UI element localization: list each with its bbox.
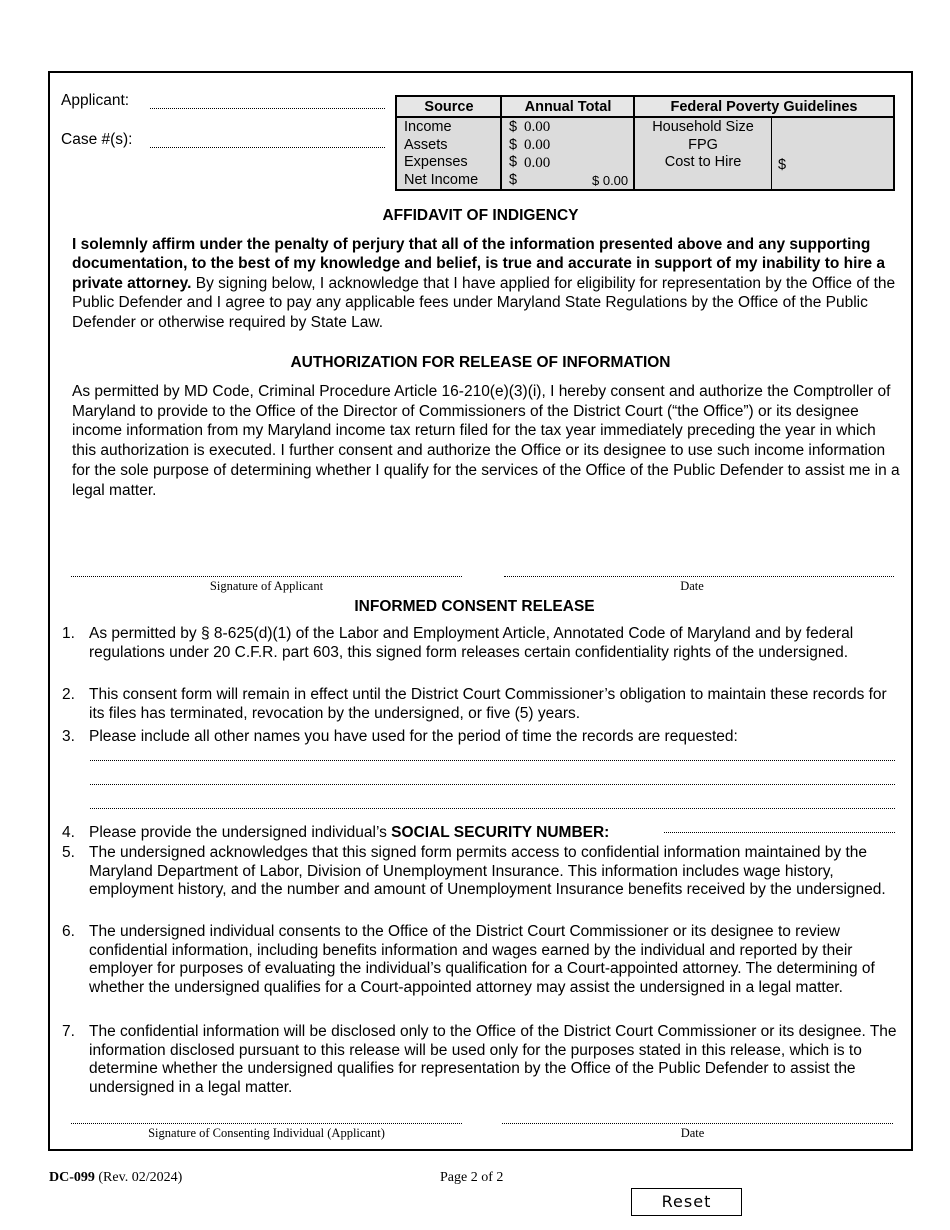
other-names-line-2[interactable] bbox=[90, 779, 895, 785]
applicant-label: Applicant: bbox=[61, 92, 130, 109]
col-header-source: Source bbox=[397, 97, 501, 118]
item-number: 2. bbox=[62, 686, 75, 703]
page-number: Page 2 of 2 bbox=[440, 1170, 504, 1185]
item-number: 3. bbox=[62, 728, 75, 745]
form-id bbox=[49, 1168, 182, 1187]
ssn-field[interactable] bbox=[664, 827, 895, 833]
applicant-field[interactable] bbox=[150, 95, 385, 109]
item-text: The confidential information will be disclosed only to the Office of the District Court Commissioner or its designee. The information disclosed pursuant to this release will be used only for the purposes stated in this release, which is to determine whether the undersigned qualifies for representation by the Office of the Public Defender to assist the undersigned in a legal matter. bbox=[89, 1023, 897, 1097]
expenses-amount-field[interactable]: 0.00 bbox=[524, 155, 551, 171]
source-net-income: Net Income bbox=[404, 171, 479, 188]
affidavit-bold-text: I solemnly affirm under the penalty of perjury that all of the information presented above and any supporting documentation, to the best of my knowledge and belief, is true and accurate in support of my inability to hire a private attorney. bbox=[72, 236, 886, 292]
income-amount-field[interactable]: 0.00 bbox=[524, 119, 551, 135]
col-header-fpg: Federal Poverty Guidelines bbox=[635, 97, 893, 118]
source-expenses: Expenses bbox=[404, 154, 468, 170]
assets-amount-field[interactable]: 0.00 bbox=[524, 136, 551, 153]
household-size-label: Household Size bbox=[652, 119, 754, 135]
ssn-prompt: Please provide the undersigned individual’s bbox=[89, 824, 392, 841]
financial-summary-table bbox=[395, 95, 895, 191]
affidavit-body-text: By signing below, I acknowledge that I have applied for eligibility for representation by the Office of the Public Defender and I agree to pay any applicable fees under Maryland State Regulations by the Office of the Public Defender or otherwise required by State Law. bbox=[72, 274, 896, 331]
case-number-label: Case #(s): bbox=[61, 131, 133, 148]
other-names-line-3[interactable] bbox=[90, 803, 895, 809]
net-income-amount: $ 0.00 bbox=[592, 172, 629, 188]
expenses-currency: $ bbox=[509, 154, 518, 170]
item-text: Please include all other names you have used for the period of time the records are requested: bbox=[89, 728, 738, 745]
date-label-1: Date bbox=[680, 579, 704, 593]
consent-item-5 bbox=[62, 844, 902, 919]
income-currency: $ bbox=[509, 119, 518, 135]
consent-item-1 bbox=[62, 625, 902, 681]
affidavit-text bbox=[72, 235, 902, 332]
col-header-annual-total: Annual Total bbox=[501, 97, 635, 118]
authorization-text: As permitted by MD Code, Criminal Procedure Article 16-210(e)(3)(i), I hereby consent and authorize the Comptroller of Maryland to provide to the Office of the Director of Commissioners of the District Court (“the Office”) or its designee income information from my Maryland income tax return filed for the tax year immediately preceding the year in which this authorization is executed. I further consent and authorize the Office or its designee to use such income information for the sole purpose of determining whether I qualify for the services of the Office of the Public Defender to assist me in a legal matter. bbox=[72, 383, 900, 499]
source-assets: Assets bbox=[404, 136, 448, 153]
item-text: The undersigned acknowledges that this signed form permits access to confidential information maintained by the Maryland Department of Labor, Division of Unemployment Insurance. This information includes wage history, employment history, and the number and amount of Unemployment Insurance benefits received by the undersigned. bbox=[89, 844, 886, 899]
consent-item-2 bbox=[62, 686, 902, 724]
fpg-label: FPG bbox=[688, 136, 718, 153]
date-label-2: Date bbox=[680, 1126, 705, 1140]
consent-title: INFORMED CONSENT RELEASE bbox=[354, 598, 595, 615]
consent-item-7 bbox=[62, 1023, 902, 1098]
cost-to-hire-label: Cost to Hire bbox=[664, 154, 742, 170]
other-names-line-1[interactable] bbox=[90, 755, 895, 761]
item-number: 6. bbox=[62, 923, 75, 940]
item-number: 1. bbox=[62, 625, 75, 642]
form-revision: (Rev. 02/2024) bbox=[94, 1170, 183, 1185]
item-number: 7. bbox=[62, 1023, 75, 1040]
authorization-title: AUTHORIZATION FOR RELEASE OF INFORMATION bbox=[290, 354, 671, 371]
form-id-code: DC-099 bbox=[49, 1170, 95, 1185]
signature-of-consenting-individual-label: Signature of Consenting Individual (Applicant) bbox=[148, 1126, 385, 1140]
item-text: This consent form will remain in effect until the District Court Commissioner’s obligation to maintain these records for its files has terminated, revocation by the undersigned, or five (5) years. bbox=[89, 686, 887, 722]
item-number: 5. bbox=[62, 844, 75, 861]
consent-item-3 bbox=[62, 728, 902, 748]
assets-currency: $ bbox=[509, 136, 518, 153]
net-income-currency: $ bbox=[509, 171, 518, 188]
cost-to-hire-currency: $ bbox=[778, 157, 787, 173]
reset-button[interactable]: Reset bbox=[631, 1188, 742, 1216]
item-text: The undersigned individual consents to the Office of the District Court Commissioner or its designee to review confidential information, including benefits information and wages earned by the individual and reported by their employer for purposes of evaluating the individual’s qualification for a Court-appointed attorney. The determining of whether the undersigned qualifies for a Court-appointed attorney may assist the undersigned in a legal matter. bbox=[89, 923, 875, 997]
item-number: 4. bbox=[62, 824, 75, 841]
signature-of-applicant-label: Signature of Applicant bbox=[209, 579, 324, 593]
ssn-bold-label: SOCIAL SECURITY NUMBER: bbox=[391, 824, 610, 841]
consent-item-6 bbox=[62, 923, 902, 1017]
case-number-field[interactable] bbox=[150, 134, 385, 148]
source-income: Income bbox=[404, 119, 452, 135]
affidavit-title: AFFIDAVIT OF INDIGENCY bbox=[382, 207, 579, 224]
item-text: As permitted by § 8-625(d)(1) of the Labor and Employment Article, Annotated Code of Maryland and by federal regulations under 20 C.F.R. part 603, this signed form releases certain confidentiality rights of the undersigned. bbox=[89, 625, 854, 661]
